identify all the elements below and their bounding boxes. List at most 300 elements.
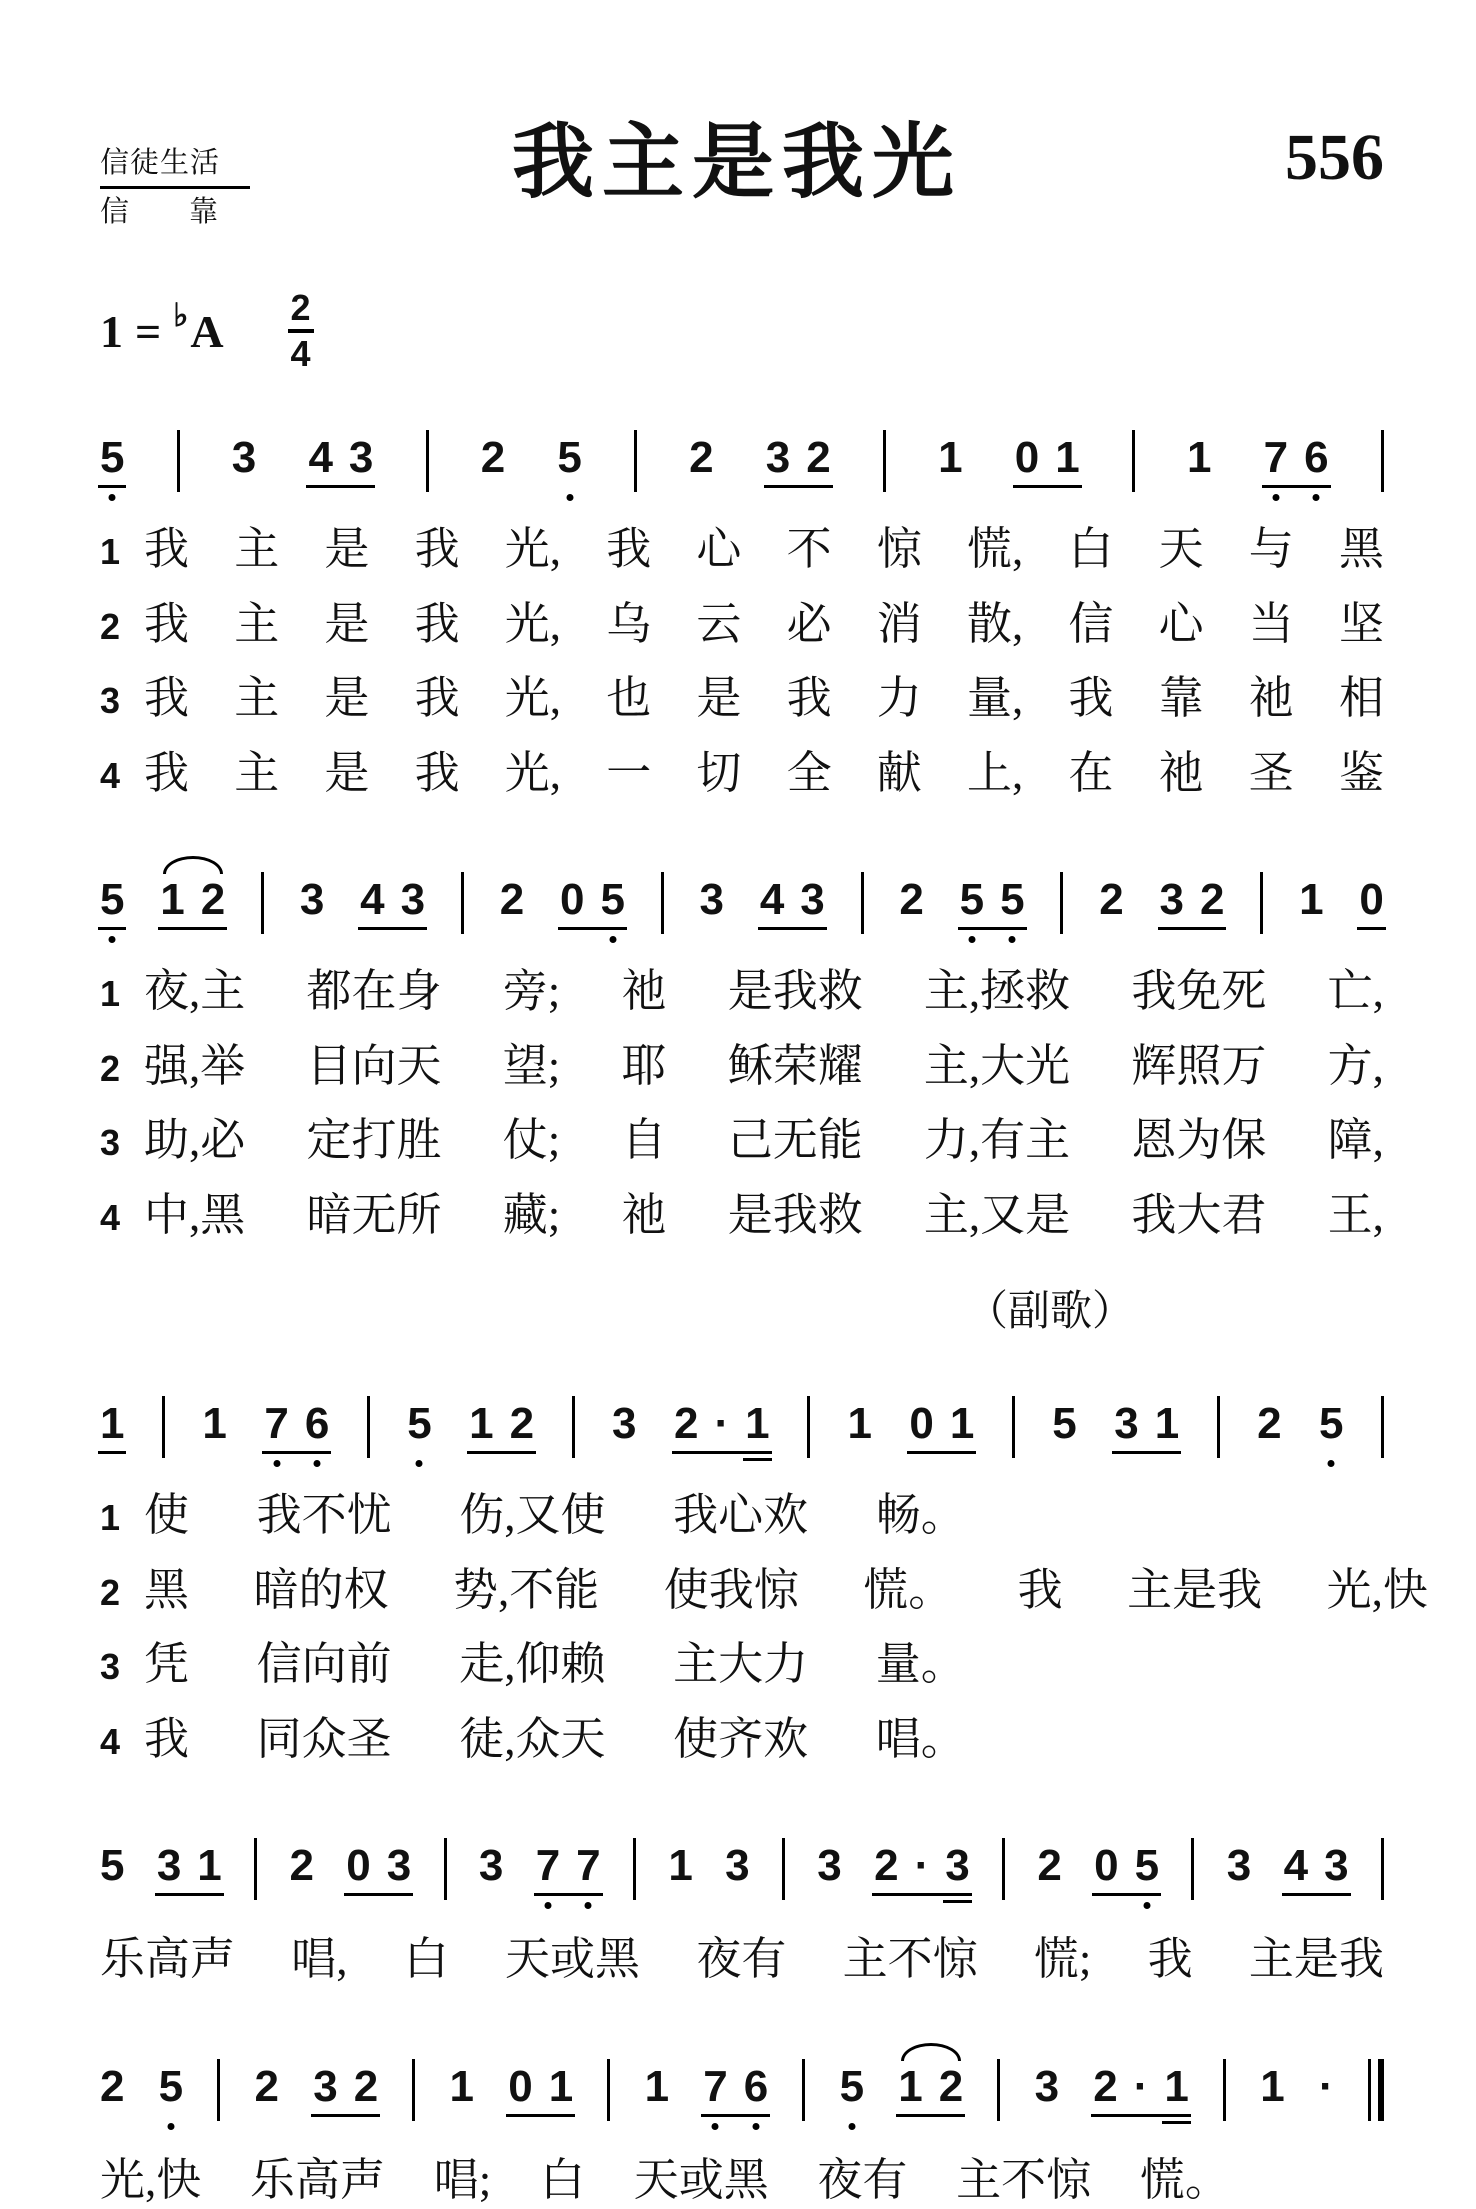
lyric-cell: 主 — [234, 598, 280, 649]
lyric-cells — [144, 520, 1384, 579]
barline — [444, 1838, 447, 1900]
low-octave-dot — [712, 2123, 719, 2130]
lyric-cell: 慌, — [966, 524, 1024, 575]
note-group — [1187, 433, 1212, 483]
note: 7 — [536, 1844, 560, 1888]
note-group — [1318, 2061, 1334, 2111]
lyric-row — [100, 1710, 1384, 1769]
lyric-cell: 夜有 — [696, 1934, 787, 1985]
lyric-cell: 是我救 — [727, 966, 863, 1017]
note: 5 — [159, 2065, 183, 2109]
lyric-cell: 上, — [966, 747, 1024, 798]
lyric-cell: 一 — [606, 747, 652, 798]
low-octave-dot — [109, 936, 116, 943]
note: 0 — [1094, 1841, 1119, 1891]
lyric-row — [100, 1111, 1384, 1170]
note: 2 — [289, 1841, 314, 1891]
note-group — [699, 875, 725, 925]
note: 3 — [400, 875, 426, 925]
note: 6 — [744, 2065, 768, 2109]
barline — [1217, 1396, 1220, 1458]
note: 1 — [469, 1399, 494, 1449]
lyric-cell: 量, — [966, 673, 1024, 724]
lyric-cell: 主,大光 — [923, 1040, 1071, 1091]
lyric-cell: 使 — [144, 1490, 190, 1541]
note: 2 — [254, 2061, 280, 2111]
note-group — [668, 1841, 693, 1891]
note-group — [644, 2061, 670, 2111]
low-octave-dot — [1313, 494, 1320, 501]
note-group — [100, 433, 125, 483]
lyric-cell: 信 — [1068, 598, 1114, 649]
note: 1 — [160, 875, 185, 925]
verse-number: 4 — [100, 754, 121, 796]
lyric-cell: 耶 — [621, 1040, 667, 1091]
note: 0 — [508, 2061, 533, 2111]
lyric-cell: 心 — [1158, 598, 1204, 649]
note: 1 — [1164, 2061, 1189, 2111]
note: 3 — [725, 1841, 750, 1891]
barline — [1012, 1396, 1015, 1458]
note: 1 — [938, 433, 963, 483]
note: 2 — [689, 433, 714, 483]
lyric-cell: 仗; — [502, 1115, 561, 1166]
lyric-cell: 助,必 — [144, 1115, 246, 1166]
note: 3 — [478, 1841, 504, 1891]
note: 1 — [1299, 875, 1324, 925]
lyric-cell: 我 — [144, 524, 190, 575]
lyric-cell: 我 — [1068, 673, 1114, 724]
note-group — [1014, 433, 1080, 483]
note-group — [100, 1399, 125, 1449]
lyric-cell: 云 — [696, 598, 742, 649]
note: 5 — [407, 1402, 431, 1446]
note: 1 — [1187, 433, 1212, 483]
note-group — [874, 1841, 970, 1891]
lyric-cell: 亡, — [1327, 966, 1384, 1017]
note: 5 — [1319, 1402, 1343, 1446]
verse-number: 2 — [100, 605, 121, 647]
lyric-cell: 相 — [1338, 673, 1384, 724]
lyric-cell: 都在身 — [306, 966, 442, 1017]
barline — [254, 1838, 257, 1900]
note: 3 — [612, 1399, 637, 1449]
lyric-row — [100, 1486, 1384, 1545]
lyric-cell: 是 — [324, 598, 370, 649]
note-group-slur — [160, 875, 226, 925]
lyric-cell: 王, — [1327, 1189, 1384, 1240]
note: 2 — [673, 1399, 699, 1449]
low-octave-dot — [544, 1902, 551, 1909]
note-group-slur — [898, 2061, 964, 2111]
lyric-cell: 黑 — [1338, 524, 1384, 575]
note-group — [535, 1841, 601, 1891]
lyric-cell: 主 — [234, 524, 280, 575]
note-group — [158, 2061, 184, 2111]
note-group — [959, 875, 1025, 925]
lyric-cell: 白 — [403, 1934, 449, 1985]
lyric-cell: 我 — [1017, 1564, 1063, 1615]
barline — [782, 1838, 785, 1900]
lyric-cell: 辉照万 — [1131, 1040, 1267, 1091]
lyric-cell: 唱; — [433, 2154, 492, 2205]
lyric-cell: 我大君 — [1131, 1189, 1267, 1240]
note: 2 — [100, 2061, 125, 2111]
lyric-cell: 力 — [876, 673, 922, 724]
category-top-label: 信徒生活 — [100, 144, 250, 189]
note-group — [1257, 1399, 1282, 1449]
chorus-stanza — [100, 1486, 1428, 1768]
key-signature — [100, 287, 1384, 375]
note: 7 — [703, 2065, 727, 2109]
lyric-cell: 藏; — [502, 1189, 561, 1240]
note: 1 — [100, 1399, 125, 1449]
music-line-3 — [100, 1372, 1384, 1470]
lyric-cell: 量。 — [875, 1639, 966, 1690]
lyric-cell: 使我惊 — [663, 1564, 799, 1615]
lyric-cell: 白 — [1068, 524, 1114, 575]
note-group — [689, 433, 714, 483]
note: 2 — [874, 1841, 899, 1891]
barline — [461, 872, 464, 934]
lyric-cell: 凭 — [144, 1639, 190, 1690]
lyric-cell: 祂 — [621, 1189, 667, 1240]
lyric-cell: 定打胜 — [306, 1115, 442, 1166]
lyric-cell: 是 — [324, 524, 370, 575]
lyric-cell: 力,有主 — [923, 1115, 1071, 1166]
lyric-cell: 主大力 — [673, 1639, 809, 1690]
lyric-cell: 望; — [502, 1040, 561, 1091]
barline — [1260, 872, 1263, 934]
note: 2 — [499, 875, 525, 925]
note: 3 — [1114, 1399, 1139, 1449]
lyric-cell: 畅。 — [875, 1490, 966, 1541]
note: 5 — [960, 878, 984, 922]
note: 5 — [100, 878, 124, 922]
lyric-cell: 白 — [539, 2154, 585, 2205]
stanza-1 — [100, 520, 1384, 802]
lyric-cell: 祂 — [1158, 747, 1204, 798]
note-group — [1052, 1399, 1077, 1449]
lyric-cell: 主,拯救 — [923, 966, 1071, 1017]
lyric-cell: 我 — [144, 747, 190, 798]
lyric-cell: 主不惊 — [956, 2154, 1092, 2205]
lyric-cells — [144, 1111, 1384, 1170]
note: 1 — [1260, 2061, 1285, 2111]
lyric-cell: 唱, — [291, 1934, 348, 1985]
lyric-cell: 我 — [786, 673, 832, 724]
barline — [1060, 872, 1063, 934]
barline — [802, 2059, 805, 2121]
note: 0 — [346, 1841, 371, 1891]
note: 3 — [945, 1841, 970, 1891]
lyric-cells — [144, 669, 1384, 728]
lyric-cell: 中,黑 — [144, 1189, 246, 1240]
note: 1 — [1055, 433, 1080, 483]
lyric-cell: 圣 — [1248, 747, 1294, 798]
note-group — [1114, 1399, 1180, 1449]
low-octave-dot — [314, 1460, 321, 1467]
note: 2 — [509, 1399, 535, 1449]
lyric-cell: 慌。 — [863, 1564, 954, 1615]
note-group — [407, 1399, 432, 1449]
note: 5 — [1135, 1844, 1159, 1888]
note: 2 — [806, 433, 831, 483]
note: 2 — [1257, 1399, 1282, 1449]
lyric-cell: 散, — [966, 598, 1024, 649]
lyric-cell: 目向天 — [306, 1040, 442, 1091]
lyric-cells — [144, 1561, 1428, 1620]
note: 3 — [299, 875, 325, 925]
lyric-cell: 光, — [504, 673, 562, 724]
verse-number: 1 — [100, 973, 121, 1015]
note: 4 — [308, 433, 333, 483]
barline — [607, 2059, 610, 2121]
lyric-cell: 主是我 — [1127, 1564, 1263, 1615]
dot-after-note: · — [1133, 2061, 1149, 2111]
note-group — [264, 1399, 330, 1449]
lyric-cell: 我 — [144, 1713, 190, 1764]
lyric-cells — [144, 1635, 966, 1694]
note-group — [360, 875, 426, 925]
music-line-2 — [100, 848, 1384, 946]
lyric-cell: 唱。 — [875, 1713, 966, 1764]
lyric-cell: 我 — [414, 747, 460, 798]
flat-icon: ♭ — [173, 297, 189, 334]
lyric-cell: 天或黑 — [633, 2154, 769, 2205]
barline — [261, 872, 264, 934]
lyric-cell: 也 — [606, 673, 652, 724]
note: 2 — [899, 875, 924, 925]
note: 3 — [1034, 2061, 1060, 2111]
time-bottom: 4 — [290, 333, 311, 375]
note: 7 — [576, 1844, 600, 1888]
low-octave-dot — [752, 2123, 759, 2130]
lyric-cell: 我 — [606, 524, 652, 575]
lyric-cells — [144, 1486, 966, 1545]
note: 0 — [909, 1399, 934, 1449]
low-octave-dot — [1143, 1902, 1150, 1909]
lyric-cells — [144, 1710, 966, 1769]
lyric-cell: 我 — [414, 524, 460, 575]
lyric-cell: 慌。 — [1139, 2154, 1230, 2205]
low-octave-dot — [609, 936, 616, 943]
note-group — [557, 433, 582, 483]
hymn-title: 我主是我光 — [511, 117, 962, 208]
lyric-cell: 切 — [696, 747, 742, 798]
note: 5 — [100, 1841, 125, 1891]
low-octave-dot — [1328, 1460, 1335, 1467]
lyric-cell: 走,仰赖 — [459, 1639, 606, 1690]
note-group — [1260, 2061, 1285, 2111]
note: 2 — [938, 2061, 964, 2111]
note: 7 — [264, 1402, 288, 1446]
verse-number: 3 — [100, 1646, 121, 1688]
verse-number: 4 — [100, 1720, 121, 1762]
note: · — [1318, 2061, 1334, 2111]
lyric-cell: 光, — [504, 598, 562, 649]
lyric-line-5 — [100, 2151, 1230, 2209]
note-group — [1099, 875, 1124, 925]
low-octave-dot — [273, 1460, 280, 1467]
note-group — [839, 2061, 865, 2111]
low-octave-dot — [109, 494, 116, 501]
note: 5 — [100, 436, 124, 480]
lyric-row — [100, 1561, 1428, 1620]
note-group — [899, 875, 924, 925]
lyric-row — [100, 520, 1384, 579]
lyric-cell: 乐高声 — [100, 1934, 236, 1985]
note: 3 — [699, 875, 725, 925]
note: 1 — [197, 1841, 222, 1891]
note: 2 — [353, 2061, 379, 2111]
lyric-cell: 主不惊 — [842, 1934, 978, 1985]
lyric-cell: 暗无所 — [306, 1189, 442, 1240]
note: 3 — [313, 2061, 338, 2111]
barline — [1132, 430, 1135, 492]
lyric-cell: 必 — [786, 598, 832, 649]
note: 4 — [759, 875, 785, 925]
note-group — [673, 1399, 770, 1449]
barline — [997, 2059, 1000, 2121]
lyric-cell: 我 — [144, 673, 190, 724]
note-group — [478, 1841, 504, 1891]
lyric-cell: 是 — [324, 673, 370, 724]
note: 1 — [1154, 1399, 1180, 1449]
note-group — [817, 1841, 842, 1891]
lyric-cell: 慌; — [1033, 1934, 1092, 1985]
note: 1 — [898, 2061, 923, 2111]
barline — [1381, 1838, 1384, 1900]
lyric-cell: 全 — [786, 747, 832, 798]
note: 2 — [1093, 2061, 1118, 2111]
low-octave-dot — [1272, 494, 1279, 501]
lyric-cell: 夜,主 — [144, 966, 246, 1017]
note-group — [1263, 433, 1329, 483]
lyric-cells — [144, 744, 1384, 803]
low-octave-dot — [566, 494, 573, 501]
note-group — [508, 2061, 574, 2111]
note: 2 — [1099, 875, 1124, 925]
note-group — [100, 2061, 125, 2111]
lyric-row — [100, 962, 1384, 1021]
verse-number: 2 — [100, 1047, 121, 1089]
note: 2 — [1199, 875, 1225, 925]
lyric-cell: 是我救 — [727, 1189, 863, 1240]
note: 1 — [668, 1841, 693, 1891]
lyric-cell: 我 — [414, 598, 460, 649]
low-octave-dot — [1009, 936, 1016, 943]
note-group — [759, 875, 825, 925]
note: 3 — [765, 433, 791, 483]
verse-number: 2 — [100, 1571, 121, 1613]
lyric-cell: 光,快 — [100, 2154, 202, 2205]
barline — [807, 1396, 810, 1458]
time-top: 2 — [288, 290, 314, 333]
note-group — [765, 433, 831, 483]
note-group — [469, 1399, 535, 1449]
lyric-cell: 障, — [1327, 1115, 1384, 1166]
note: 6 — [305, 1402, 329, 1446]
lyric-row — [100, 1635, 1384, 1694]
lyric-cell: 是 — [696, 673, 742, 724]
note: 1 — [202, 1399, 227, 1449]
lyric-cells — [144, 1186, 1384, 1245]
note: 3 — [1159, 875, 1184, 925]
lyric-cell: 心 — [696, 524, 742, 575]
note-group — [313, 2061, 379, 2111]
category-bottom-label — [100, 189, 218, 232]
note: 1 — [949, 1399, 975, 1449]
barline — [1381, 1396, 1384, 1458]
lyric-cell: 主 — [234, 673, 280, 724]
dot-after-note: · — [914, 1841, 930, 1891]
lyric-cell: 靠 — [1158, 673, 1204, 724]
lyric-cell: 信向前 — [256, 1639, 392, 1690]
lyric-cells — [144, 595, 1384, 654]
lyric-row — [100, 744, 1384, 803]
note-group — [703, 2061, 769, 2111]
verse-number: 4 — [100, 1196, 121, 1238]
note: 0 — [1359, 875, 1384, 925]
lyric-cell: 献 — [876, 747, 922, 798]
note: 1 — [644, 2061, 670, 2111]
note-group — [1094, 1841, 1160, 1891]
dot-after-note: · — [714, 1399, 730, 1449]
note: 3 — [348, 433, 374, 483]
key-do: 1 — [100, 305, 123, 357]
note-group — [499, 875, 525, 925]
note: 2 — [1037, 1841, 1062, 1891]
note-group — [938, 433, 963, 483]
note-group — [1034, 2061, 1060, 2111]
low-octave-dot — [968, 936, 975, 943]
barline — [162, 1396, 165, 1458]
lyric-cell: 我不忧 — [256, 1490, 392, 1541]
lyric-cells — [144, 962, 1384, 1021]
category-bottom-right: 靠 — [188, 196, 218, 229]
note: 2 — [480, 433, 506, 483]
lyric-cell: 天或黑 — [505, 1934, 641, 1985]
low-octave-dot — [416, 1460, 423, 1467]
lyric-cell: 主 — [234, 747, 280, 798]
note-group — [847, 1399, 872, 1449]
note-group — [254, 2061, 280, 2111]
note-group — [1359, 875, 1384, 925]
barline — [1223, 2059, 1226, 2121]
lyric-cell: 自 — [621, 1115, 667, 1166]
note: 4 — [360, 875, 385, 925]
note-group — [725, 1841, 750, 1891]
note-group — [559, 875, 625, 925]
lyric-cell: 鉴 — [1338, 747, 1384, 798]
note: 5 — [1052, 1399, 1077, 1449]
note: 1 — [745, 1399, 770, 1449]
lyric-cell: 光,快 — [1326, 1564, 1428, 1615]
barline — [572, 1396, 575, 1458]
low-octave-dot — [167, 2123, 174, 2130]
note: 1 — [847, 1399, 872, 1449]
lyric-cell: 不 — [786, 524, 832, 575]
music-line-1 — [100, 406, 1384, 504]
lyric-cell: 祂 — [621, 966, 667, 1017]
note-group — [1299, 875, 1324, 925]
note: 5 — [1000, 878, 1024, 922]
lyric-cell: 惊 — [876, 524, 922, 575]
stanza-2 — [100, 962, 1384, 1244]
note: 5 — [600, 878, 624, 922]
lyric-cell: 我 — [1147, 1934, 1193, 1985]
